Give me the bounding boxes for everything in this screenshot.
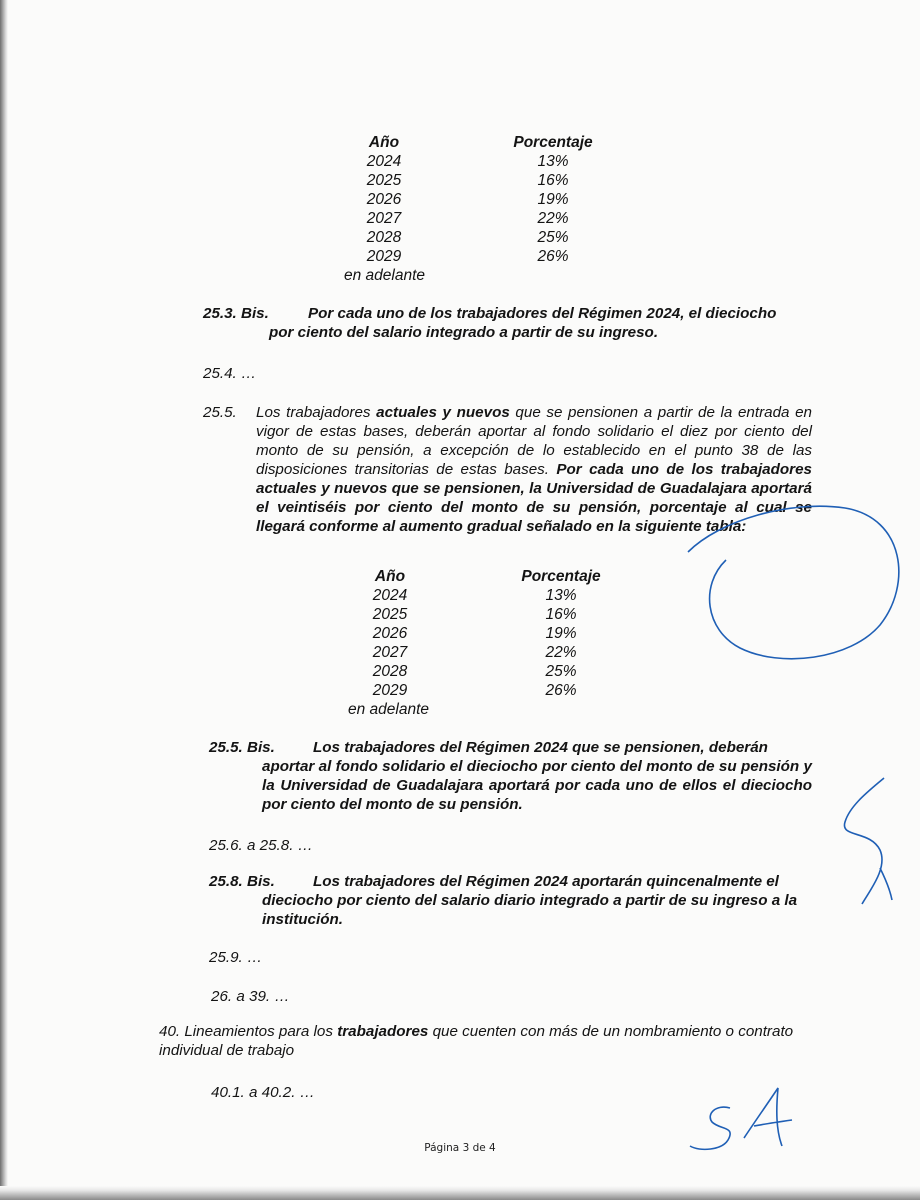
section-25-6: 25.6. a 25.8. …: [209, 837, 313, 854]
section-25-5-text1-bold: actuales y nuevos: [376, 404, 510, 421]
table1-percentage: 19%: [537, 191, 569, 208]
table2-year: 2025: [372, 606, 408, 623]
section-25-8-bis-number: 25.8. Bis.: [209, 873, 275, 890]
table1-year: 2027: [366, 210, 402, 227]
table2-year: 2029: [372, 682, 408, 699]
section-25-3-bis-line2: por ciento del salario integrado a partir de su ingreso.: [269, 324, 659, 341]
percentage-table-1: [346, 133, 646, 293]
table2-tail: en adelante: [348, 701, 430, 718]
section-26: 26. a 39. …: [211, 988, 290, 1005]
table1-percentage: 22%: [537, 210, 569, 227]
table1-percentage: 25%: [537, 229, 569, 246]
table2-year: 2026: [372, 625, 408, 642]
table1-percentage: 26%: [537, 248, 569, 265]
section-25-5-text2: que se pensionen a partir de la entrada en vigor de estas bases, deberán aportar al fondo solidario el diez por ciento del monto de su pensión, a excepción de lo establecido en el punto 38 de las disposiciones transitorias de estas bases.: [256, 404, 812, 478]
section-25-8-bis-rest: dieciocho por ciento del salario diario integrado a partir de su ingreso a la institución.: [262, 892, 798, 928]
table2-header-percentage: Porcentaje: [521, 568, 601, 585]
page-footer: Página 3 de 4: [424, 1142, 496, 1154]
table2-percentage: 16%: [545, 606, 577, 623]
scan-shadow-bottom: [0, 1186, 920, 1200]
table2-percentage: 26%: [545, 682, 577, 699]
table2-year: 2028: [372, 663, 408, 680]
table2-percentage: 22%: [545, 644, 577, 661]
section-25-5-bis-line1: Los trabajadores del Régimen 2024 que se pensionen, deberán: [313, 739, 768, 756]
table1-header-year: Año: [368, 134, 400, 151]
section-25-5-number: 25.5.: [203, 404, 237, 421]
table2-percentage: 13%: [545, 587, 577, 604]
percentage-table-2: [348, 567, 652, 727]
section-25-5-bis-rest: aportar al fondo solidario el dieciocho por ciento del monto de su pensión y la Universidad de Guadalajara aportará por cada uno de ellos el dieciocho por ciento del monto de su pensión.: [262, 758, 812, 813]
section-40-text2: que cuenten con más de un nombramiento o contrato individual de trabajo: [159, 1023, 794, 1059]
table1-year: 2026: [366, 191, 402, 208]
section-40-number: 40.: [159, 1023, 181, 1040]
table2-header-year: Año: [374, 568, 406, 585]
section-40-text1-bold: trabajadores: [337, 1023, 429, 1040]
section-40-1: 40.1. a 40.2. …: [211, 1084, 315, 1101]
table1-year: 2025: [366, 172, 402, 189]
section-40: [159, 1022, 839, 1060]
table1-percentage: 16%: [537, 172, 569, 189]
section-25-5-body: [256, 403, 812, 536]
table1-year: 2028: [366, 229, 402, 246]
section-25-9: 25.9. …: [209, 949, 263, 966]
table1-year: 2024: [366, 153, 402, 170]
ink-initials: [690, 1088, 792, 1149]
table2-year: 2027: [372, 644, 408, 661]
table1-tail: en adelante: [344, 267, 426, 284]
table2-percentage: 25%: [545, 663, 577, 680]
table2-year: 2024: [372, 587, 408, 604]
section-25-5-text3: Por cada uno de los trabajadores actuales y nuevos que se pensionen, la Universidad de Guadalajara aportará el veintiséis por ciento del monto de su pensión, porcentaje al cual se llegará conforme al aumento gradual señalado en la siguiente tabla:: [256, 461, 812, 535]
scan-shadow-left: [0, 0, 8, 1200]
section-25-5-text1: Los trabajadores: [256, 404, 371, 421]
table1-header-percentage: Porcentaje: [513, 134, 593, 151]
section-40-text1: Lineamientos para los: [184, 1023, 333, 1040]
ink-signature-right: [844, 778, 892, 904]
table1-percentage: 13%: [537, 153, 569, 170]
section-25-3-bis-number: 25.3. Bis.: [203, 305, 269, 322]
table2-percentage: 19%: [545, 625, 577, 642]
section-25-4: 25.4. …: [203, 365, 257, 382]
section-25-5-bis-number: 25.5. Bis.: [209, 739, 275, 756]
section-25-3-bis-line1: Por cada uno de los trabajadores del Régimen 2024, el dieciocho: [308, 305, 777, 322]
table1-year: 2029: [366, 248, 402, 265]
section-25-8-bis-line1: Los trabajadores del Régimen 2024 aportarán quincenalmente el: [313, 873, 779, 890]
